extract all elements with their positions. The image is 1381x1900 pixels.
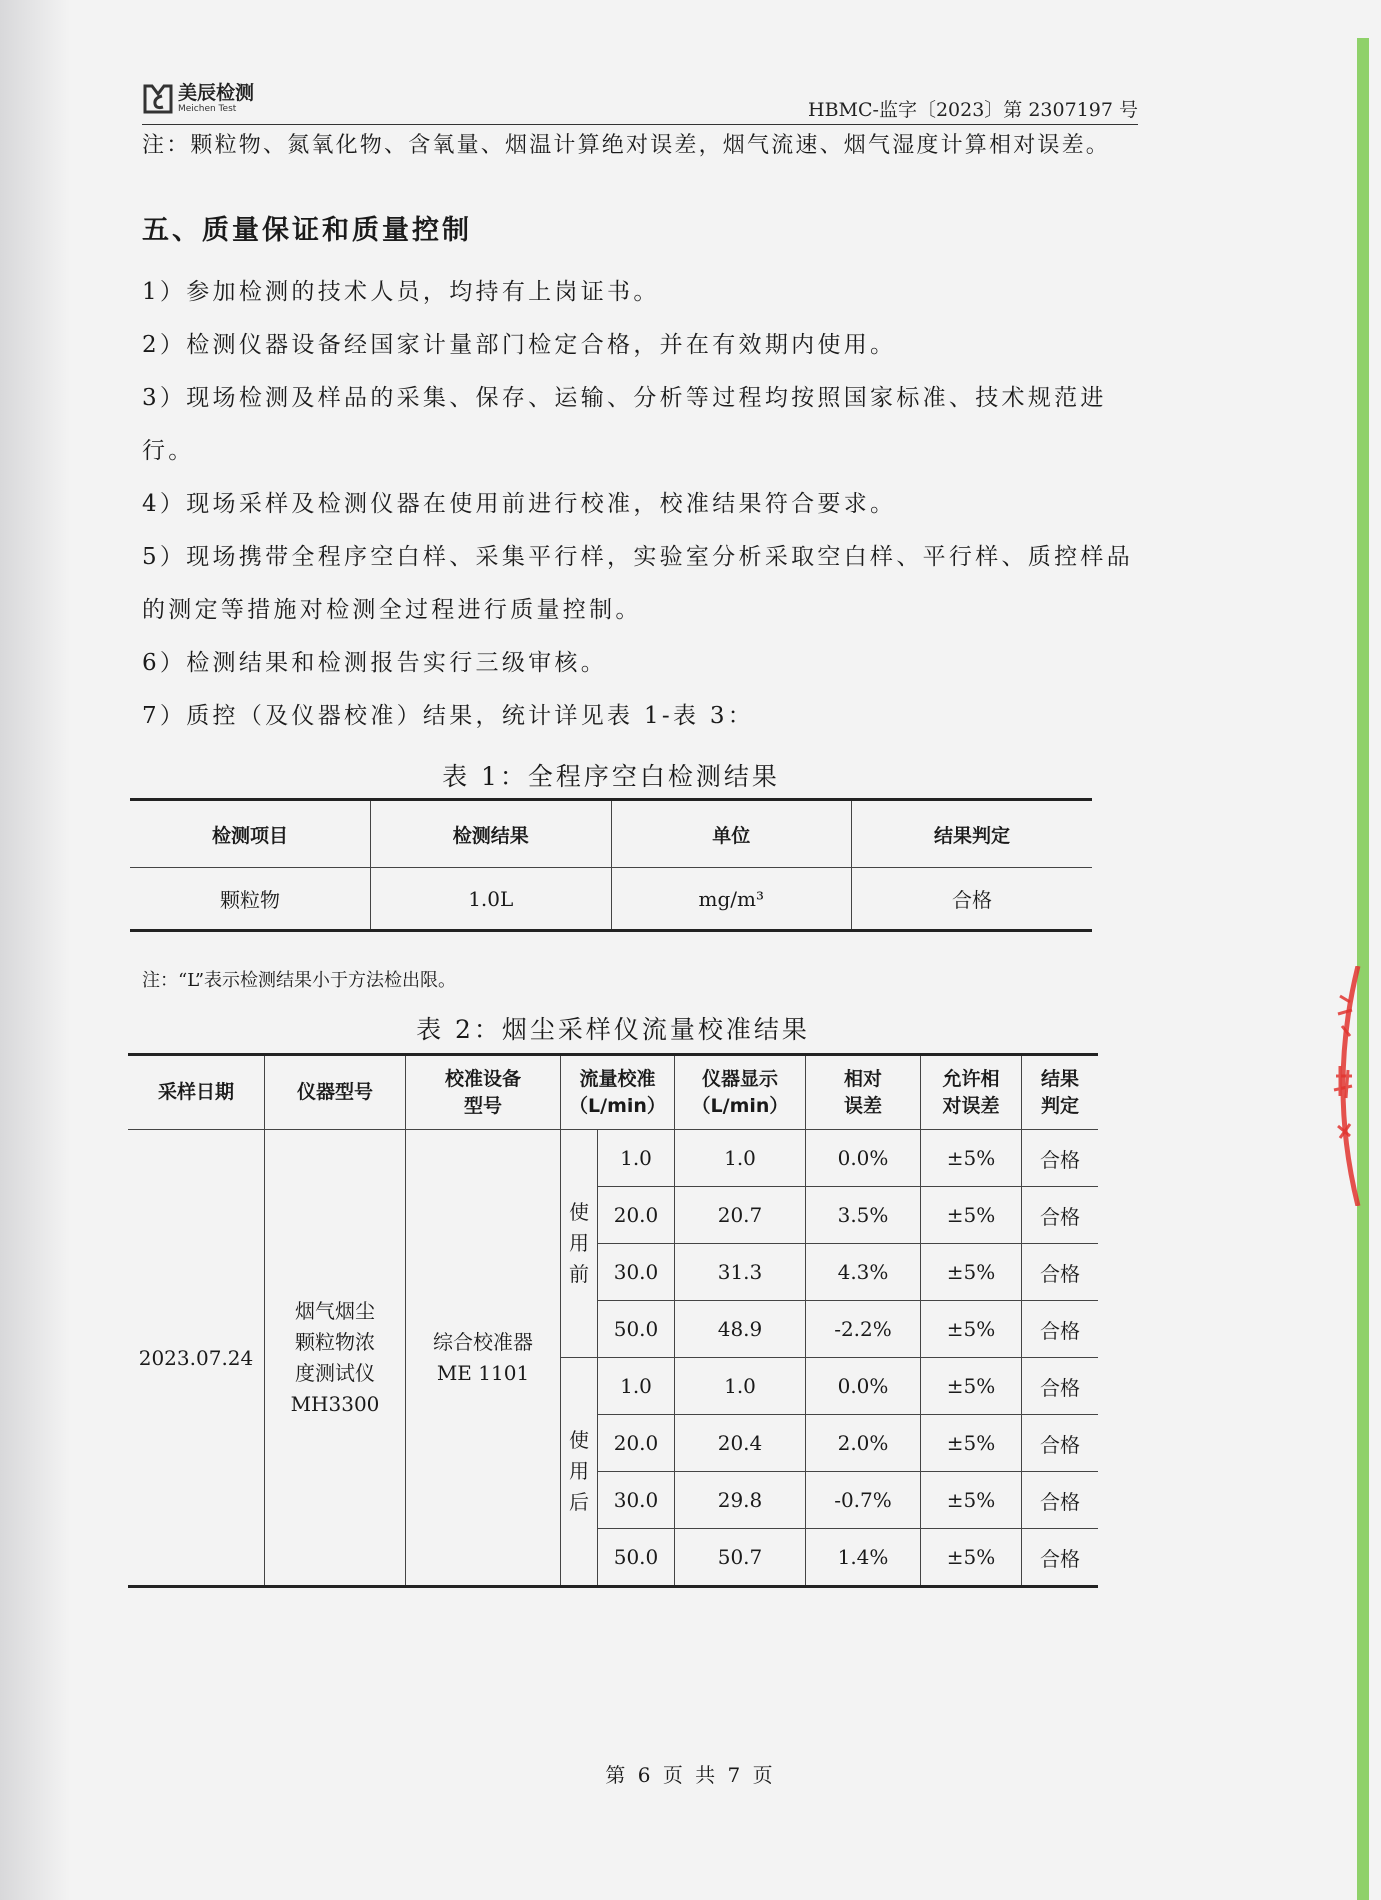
t2-allowed: ±5% bbox=[921, 1187, 1022, 1244]
t2-error: 0.0% bbox=[806, 1358, 921, 1415]
t2-flow: 30.0 bbox=[598, 1244, 675, 1301]
t2-display: 31.3 bbox=[675, 1244, 806, 1301]
t2-allowed: ±5% bbox=[921, 1358, 1022, 1415]
t2-header-calibrator: 校准设备 型号 bbox=[406, 1055, 561, 1130]
t1-unit: mg/m³ bbox=[611, 868, 852, 931]
scan-shadow bbox=[0, 0, 70, 1900]
t2-judgment: 合格 bbox=[1022, 1130, 1099, 1187]
t2-display: 1.0 bbox=[675, 1130, 806, 1187]
t2-display: 48.9 bbox=[675, 1301, 806, 1358]
qa-item: 4）现场采样及检测仪器在使用前进行校准，校准结果符合要求。 bbox=[142, 491, 897, 517]
t1-header: 检测结果 bbox=[371, 800, 612, 868]
logo-cn: 美辰检测 bbox=[178, 82, 255, 104]
flow-calibration-table bbox=[128, 1053, 1098, 1588]
t2-display: 1.0 bbox=[675, 1358, 806, 1415]
table1-note: 注：“L”表示检测结果小于方法检出限。 bbox=[142, 970, 457, 991]
t2-allowed: ±5% bbox=[921, 1415, 1022, 1472]
t2-date: 2023.07.24 bbox=[128, 1130, 265, 1587]
t2-error: -2.2% bbox=[806, 1301, 921, 1358]
t2-judgment: 合格 bbox=[1022, 1244, 1099, 1301]
t2-header-display: 仪器显示 （L/min） bbox=[675, 1055, 806, 1130]
t2-flow: 20.0 bbox=[598, 1187, 675, 1244]
t2-judgment: 合格 bbox=[1022, 1415, 1099, 1472]
t2-judgment: 合格 bbox=[1022, 1301, 1099, 1358]
red-seal-fragment bbox=[1318, 966, 1368, 1206]
t2-calibrator: 综合校准器 ME 1101 bbox=[406, 1130, 561, 1587]
qa-item: 3）现场检测及样品的采集、保存、运输、分析等过程均按照国家标准、技术规范进行。 bbox=[142, 385, 1107, 464]
t2-instrument: 烟气烟尘 颗粒物浓 度测试仪 MH3300 bbox=[265, 1130, 406, 1587]
t2-error: 0.0% bbox=[806, 1130, 921, 1187]
qa-item: 7）质控（及仪器校准）结果，统计详见表 1-表 3： bbox=[142, 703, 755, 729]
t2-display: 29.8 bbox=[675, 1472, 806, 1529]
table-row bbox=[128, 1130, 1098, 1187]
t1-judgment: 合格 bbox=[952, 888, 992, 912]
t1-item: 颗粒物 bbox=[130, 868, 371, 931]
qa-item: 5）现场携带全程序空白样、采集平行样，实验室分析采取空白样、平行样、质控样品的测定等措施对检测全过程进行质量控制。 bbox=[142, 544, 1134, 623]
t2-display: 50.7 bbox=[675, 1529, 806, 1587]
logo-en: Meichen Test bbox=[178, 104, 237, 114]
t2-display: 20.7 bbox=[675, 1187, 806, 1244]
t2-header-judgment: 结果 判定 bbox=[1022, 1055, 1099, 1130]
blank-test-table bbox=[130, 798, 1092, 932]
logo-icon bbox=[142, 82, 174, 116]
page-footer: 第 6 页 共 7 页 bbox=[605, 1763, 776, 1787]
company-logo bbox=[142, 82, 254, 116]
t2-header-allowed: 允许相 对误差 bbox=[921, 1055, 1022, 1130]
table1-caption: 表 1：全程序空白检测结果 bbox=[442, 762, 780, 791]
section-title: 五、质量保证和质量控制 bbox=[142, 215, 472, 246]
t1-header: 单位 bbox=[611, 800, 852, 868]
t2-error: 2.0% bbox=[806, 1415, 921, 1472]
t2-judgment: 合格 bbox=[1022, 1472, 1099, 1529]
qa-list bbox=[142, 266, 1142, 743]
t2-flow: 20.0 bbox=[598, 1415, 675, 1472]
table-row bbox=[130, 868, 1092, 931]
t2-allowed: ±5% bbox=[921, 1529, 1022, 1587]
t2-flow: 50.0 bbox=[598, 1301, 675, 1358]
t2-flow: 50.0 bbox=[598, 1529, 675, 1587]
t2-phase-after: 使 用 后 bbox=[561, 1358, 598, 1587]
t2-judgment: 合格 bbox=[1022, 1187, 1099, 1244]
t2-judgment: 合格 bbox=[1022, 1529, 1099, 1587]
qa-item: 6）检测结果和检测报告实行三级审核。 bbox=[142, 650, 608, 676]
t1-result: 1.0L bbox=[371, 868, 612, 931]
table2-caption: 表 2：烟尘采样仪流量校准结果 bbox=[416, 1015, 810, 1044]
t2-error: 3.5% bbox=[806, 1187, 921, 1244]
t2-phase-before: 使 用 前 bbox=[561, 1130, 598, 1358]
t2-header-date: 采样日期 bbox=[128, 1055, 265, 1130]
t2-allowed: ±5% bbox=[921, 1244, 1022, 1301]
qa-item: 2）检测仪器设备经国家计量部门检定合格，并在有效期内使用。 bbox=[142, 332, 897, 358]
t2-error: -0.7% bbox=[806, 1472, 921, 1529]
t2-header-flow: 流量校准 （L/min） bbox=[561, 1055, 675, 1130]
t1-header: 结果判定 bbox=[852, 800, 1093, 868]
t2-header-model: 仪器型号 bbox=[265, 1055, 406, 1130]
t2-judgment: 合格 bbox=[1022, 1358, 1099, 1415]
t2-display: 20.4 bbox=[675, 1415, 806, 1472]
t1-header: 检测项目 bbox=[130, 800, 371, 868]
report-number: HBMC-监字〔2023〕第 2307197 号 bbox=[808, 99, 1138, 121]
t2-allowed: ±5% bbox=[921, 1130, 1022, 1187]
t2-error: 4.3% bbox=[806, 1244, 921, 1301]
t2-header-error: 相对 误差 bbox=[806, 1055, 921, 1130]
t2-allowed: ±5% bbox=[921, 1472, 1022, 1529]
t2-flow: 1.0 bbox=[598, 1358, 675, 1415]
calc-note: 注：颗粒物、氮氧化物、含氧量、烟温计算绝对误差，烟气流速、烟气湿度计算相对误差。 bbox=[142, 133, 1111, 158]
qa-item: 1）参加检测的技术人员，均持有上岗证书。 bbox=[142, 279, 660, 305]
t2-allowed: ±5% bbox=[921, 1301, 1022, 1358]
page-header bbox=[142, 82, 1138, 125]
t2-flow: 1.0 bbox=[598, 1130, 675, 1187]
t2-error: 1.4% bbox=[806, 1529, 921, 1587]
t2-flow: 30.0 bbox=[598, 1472, 675, 1529]
